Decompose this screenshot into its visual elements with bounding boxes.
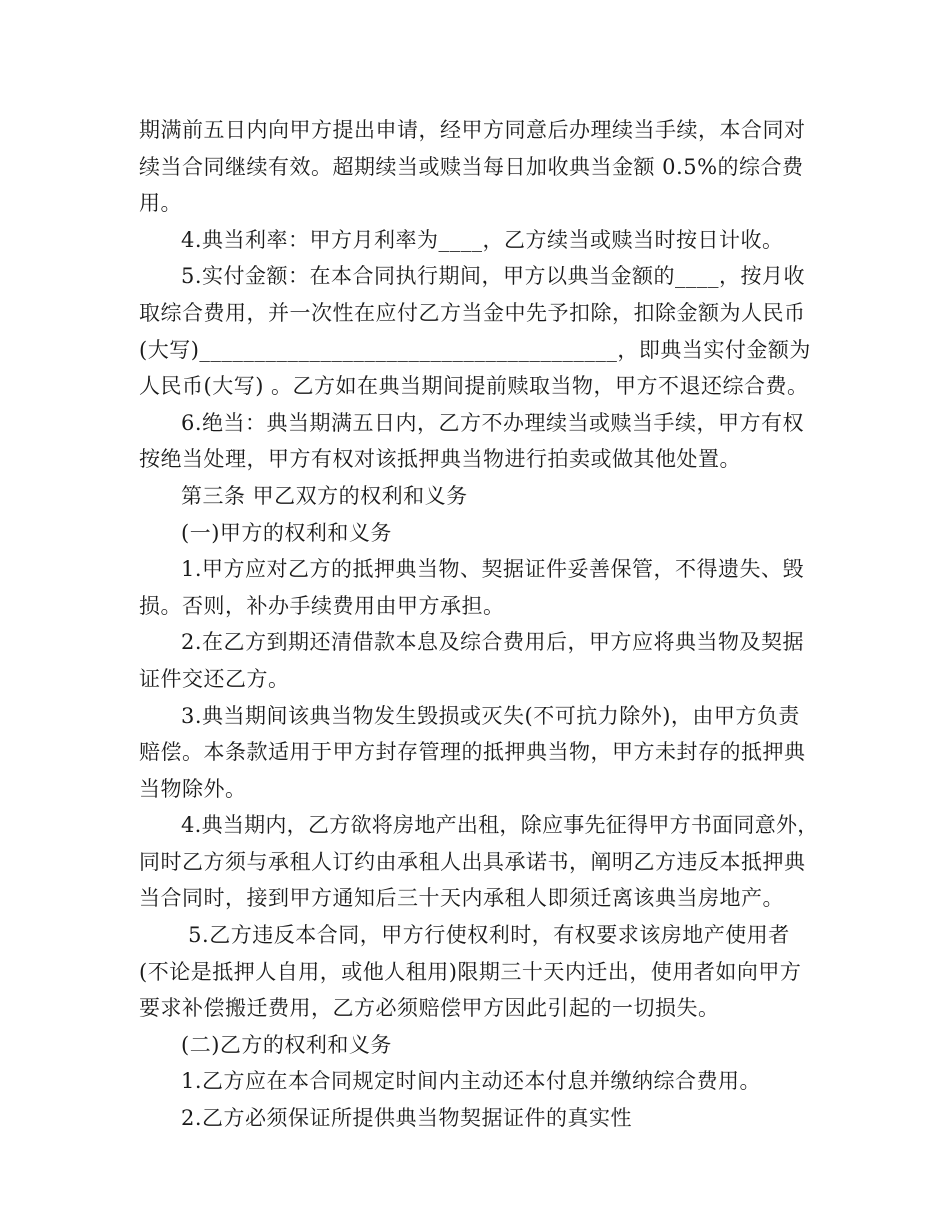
text-line: 续当合同继续有效。超期续当或赎当每日加收典当金额 0.5%的综合费 <box>139 154 804 179</box>
text-line: 赔偿。本条款适用于甲方封存管理的抵押典当物，甲方未封存的抵押典 <box>139 740 806 765</box>
text-line: 取综合费用，并一次性在应付乙方当金中先予扣除，扣除金额为人民币 <box>139 300 806 325</box>
text-line: 按绝当处理，甲方有权对该抵押典当物进行拍卖或做其他处置。 <box>139 447 741 472</box>
party-a-item-5: 5.乙方违反本合同，甲方行使权利时，有权要求该房地产使用者 <box>181 923 790 948</box>
text-line: 证件交还乙方。 <box>139 666 290 691</box>
text-line: (大写)______________________________________，即典当实付金额为 <box>139 337 811 362</box>
text-line: 要求补偿搬迁费用，乙方必须赔偿甲方因此引起的一切损失。 <box>139 996 720 1021</box>
party-a-item-3: 3.典当期间该典当物发生毁损或灭失(不可抗力除外)，由甲方负责 <box>181 703 800 728</box>
text-line: 人民币(大写) 。乙方如在典当期间提前赎取当物，甲方不退还综合费。 <box>139 374 809 399</box>
party-b-item-2: 2.乙方必须保证所提供典当物契据证件的真实性 <box>181 1106 633 1131</box>
clause-5-actual-amount: 5.实付金额：在本合同执行期间，甲方以典当金额的____，按月收 <box>181 264 806 289</box>
text-line: 期满前五日内向甲方提出申请，经甲方同意后办理续当手续，本合同对 <box>139 118 806 142</box>
text-line: 同时乙方须与承租人订约由承租人出具承诺书，阐明乙方违反本抵押典 <box>139 849 806 874</box>
text-line: 损。否则，补办手续费用由甲方承担。 <box>139 593 505 618</box>
text-line: 当合同时，接到甲方通知后三十天内承租人即须迁离该典当房地产。 <box>139 886 784 911</box>
clause-6-forfeiture: 6.绝当：典当期满五日内，乙方不办理续当或赎当手续，甲方有权 <box>181 410 805 435</box>
section-party-b-heading: (二)乙方的权利和义务 <box>181 1032 392 1057</box>
article-3-heading: 第三条 甲乙双方的权利和义务 <box>181 483 468 508</box>
contract-body-text <box>139 112 819 1137</box>
party-a-item-2: 2.在乙方到期还清借款本息及综合费用后，甲方应将典当物及契据 <box>181 630 805 655</box>
text-line: 用。 <box>139 191 182 216</box>
text-line: (不论是抵押人自用，或他人租用)限期三十天内迁出，使用者如向甲方 <box>139 959 802 984</box>
party-b-item-1: 1.乙方应在本合同规定时间内主动还本付息并缴纳综合费用。 <box>181 1069 762 1094</box>
text-line: 当物除外。 <box>139 776 247 801</box>
party-a-item-4: 4.典当期内，乙方欲将房地产出租，除应事先征得甲方书面同意外， <box>181 813 819 838</box>
party-a-item-1: 1.甲方应对乙方的抵押典当物、契据证件妥善保管，不得遗失、毁 <box>181 557 805 582</box>
section-party-a-heading: (一)甲方的权利和义务 <box>181 520 392 545</box>
clause-4-interest-rate: 4.典当利率：甲方月利率为____，乙方续当或赎当时按日计收。 <box>181 227 784 252</box>
